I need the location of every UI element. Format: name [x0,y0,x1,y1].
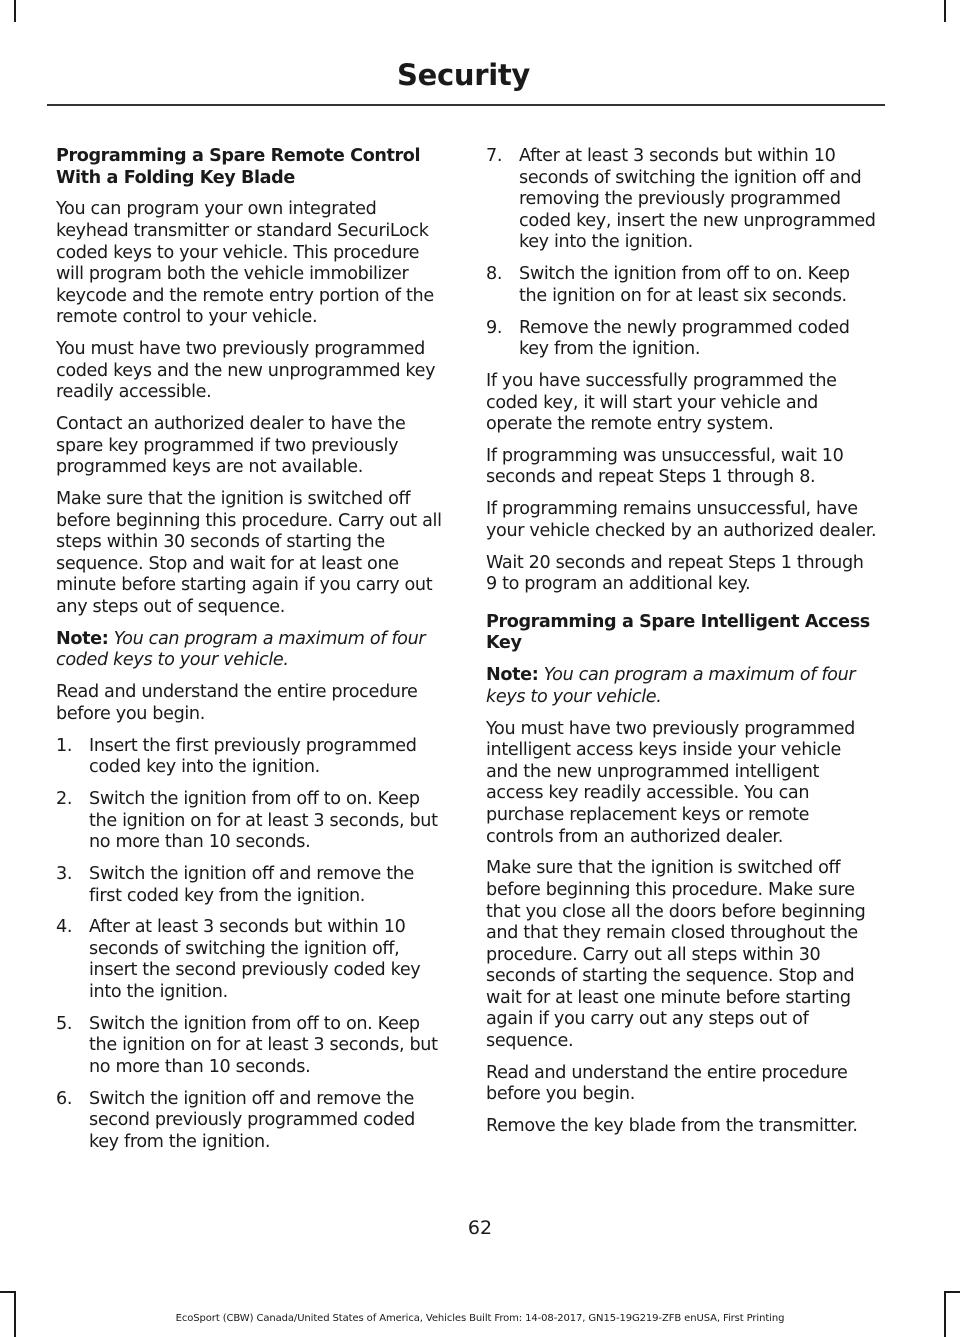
step-item [56,917,448,1003]
step-number: 5. [56,1013,73,1034]
step-item [486,318,878,361]
left-column [56,146,448,1164]
step-item [486,264,878,307]
step-text: Remove the newly programmed coded key from the ignition. [519,317,850,360]
step-text: Insert the first previously programmed coded key into the ignition. [89,735,417,778]
page-number: 62 [467,1217,493,1239]
paragraph: If programming was unsuccessful, wait 10 seconds and repeat Steps 1 through 8. [486,445,844,488]
heading-spare-remote-control: Programming a Spare Remote Control With a Folding Key Blade [56,146,421,188]
right-column [486,146,878,1148]
note [56,629,448,672]
step-text: After at least 3 seconds but within 10 seconds of switching the ignition off, insert the second previously coded key into the ignition. [89,917,421,1003]
paragraph: If programming remains unsuccessful, have your vehicle checked by an authorized dealer. [486,499,877,541]
step-item [486,146,878,254]
paragraph: Remove the key blade from the transmitter. [486,1116,858,1137]
step-text: Switch the ignition off and remove the first coded key from the ignition. [89,863,415,906]
footer-publication-info: EcoSport (CBW) Canada/United States of America, Vehicles Built From: 14-08-2017, GN15-19G219-ZFB enUSA, First Printing [175,1313,785,1324]
heading-spare-intelligent-access-key: Programming a Spare Intelligent Access Key [486,611,870,654]
step-item [56,736,448,779]
step-text: Switch the ignition from off to on. Keep the ignition on for at least 3 seconds, but no more than 10 seconds. [89,1013,438,1078]
paragraph: Make sure that the ignition is switched off before beginning this procedure. Make sure that you close all the doors before beginning and that they remain closed throughout the procedure. Carry out all steps within 30 seconds of starting the sequence. Stop and wait for at least one minute before starting again if you carry out any steps out of sequence. [486,858,866,1052]
header-divider [47,104,885,106]
paragraph: Read and understand the entire procedure before you begin. [486,1062,848,1105]
note-label: Note: [486,665,539,686]
steps-list [56,736,448,1154]
step-text: Switch the ignition from off to on. Keep the ignition on for at least 3 seconds, but no more than 10 seconds. [89,788,438,853]
paragraph: You can program your own integrated keyhead transmitter or standard SecuriLock coded keys to your vehicle. This procedure will program both the vehicle immobilizer keycode and the remote entry portion of the remote control to your vehicle. [56,199,434,328]
note [486,665,878,708]
paragraph: If you have successfully programmed the coded key, it will start your vehicle and operate the remote entry system. [486,370,837,435]
paragraph: Contact an authorized dealer to have the spare key programmed if two previously programmed keys are not available. [56,414,406,478]
step-text: Switch the ignition from off to on. Keep the ignition on for at least six seconds. [519,264,850,306]
paragraph: You must have two previously programmed intelligent access keys inside your vehicle and the new unprogrammed intelligent access key readily accessible. You can purchase replacement keys or remote controls from an authorized dealer. [486,718,855,847]
step-number: 1. [56,735,73,756]
step-number: 6. [56,1088,73,1109]
paragraph: You must have two previously programmed coded keys and the new unprogrammed key readily accessible. [56,339,436,403]
step-item [56,789,448,854]
paragraph: Wait 20 seconds and repeat Steps 1 through 9 to program an additional key. [486,552,864,595]
note-label: Note: [56,628,109,649]
steps-list-continued [486,146,878,361]
step-number: 2. [56,788,73,809]
step-number: 3. [56,863,73,884]
step-number: 9. [486,317,503,338]
paragraph: Make sure that the ignition is switched off before beginning this procedure. Carry out all steps within 30 seconds of starting the sequence. Stop and wait for at least one minute before starting again if you carry out any steps out of sequence. [56,489,442,618]
step-number: 8. [486,264,503,285]
crop-mark-bottom-right [944,1291,960,1293]
note-text: You can program a maximum of four coded keys to your vehicle. [56,628,426,671]
step-number: 4. [56,917,73,938]
step-number: 7. [486,146,503,166]
crop-mark-top-right [944,0,946,22]
step-text: After at least 3 seconds but within 10 seconds of switching the ignition off and removing the previously programmed coded key, insert the new unprogrammed key into the ignition. [519,146,876,253]
paragraph: Read and understand the entire procedure before you begin. [56,682,418,724]
step-item [56,1014,448,1079]
crop-mark-top-left [14,0,16,22]
note-text: You can program a maximum of four keys to your vehicle. [486,665,856,707]
step-text: Switch the ignition off and remove the second previously programmed coded key from the ignition. [89,1088,415,1152]
step-item [56,864,448,907]
section-title: Security [397,58,530,92]
step-item [56,1089,448,1154]
